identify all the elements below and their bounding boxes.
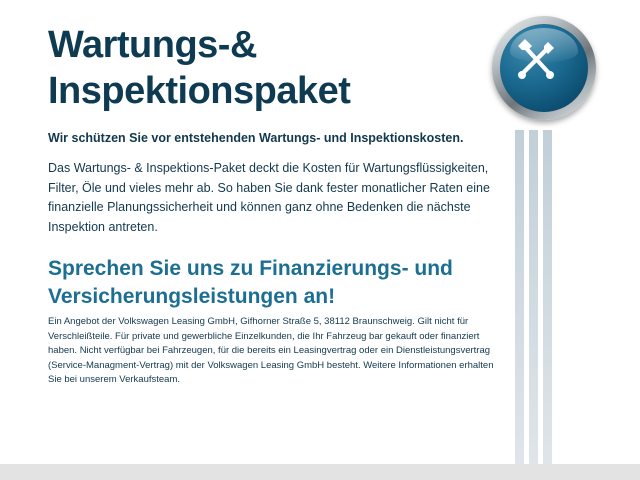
call-to-action-line-2: Versicherungsleistungen an! <box>48 285 336 308</box>
page-title-line-1: Wartungs-& <box>48 24 257 66</box>
legal-disclaimer: Ein Angebot der Volkswagen Leasing GmbH, Gifhorner Straße 5, 38112 Braunschweig. Gilt nicht für Verschleißteile. Für private und gewerbliche Einzelkunden, die Ihr Fahrzeug bar gekauft oder finanziert haben. Nicht verfügbar bei Fahrzeugen, für die bereits ein Leasingvertrag oder ein Dienstleistungsvertrag (Service-Managment-Vertrag) mit der Volkswagen Leasing GmbH besteht. Weitere Informationen erhalten Sie bei unserem Verkaufsteam. <box>48 316 494 385</box>
stripe-3 <box>543 130 552 464</box>
page-title <box>48 22 488 114</box>
subheadline: Wir schützen Sie vor entstehenden Wartungs- und Inspektionskosten. <box>48 131 464 145</box>
wrench-screwdriver-icon <box>508 32 564 88</box>
call-to-action <box>48 255 498 311</box>
stripe-1 <box>515 130 524 464</box>
page-title-line-2: Inspektionspaket <box>48 70 351 112</box>
decorative-stripes <box>515 130 561 464</box>
service-badge <box>492 16 596 120</box>
body-text: Das Wartungs- & Inspektions-Paket deckt die Kosten für Wartungsflüssigkeiten, Filter, Öle und vieles mehr ab. So haben Sie dank fester monatlicher Raten eine finanzielle Planungssicherheit und können ganz ohne Bedenken die nächste Inspektion antreten. <box>48 161 490 234</box>
bottom-bar <box>0 464 640 480</box>
call-to-action-line-1: Sprechen Sie uns zu Finanzierungs- und <box>48 257 453 280</box>
stripe-2 <box>529 130 538 464</box>
